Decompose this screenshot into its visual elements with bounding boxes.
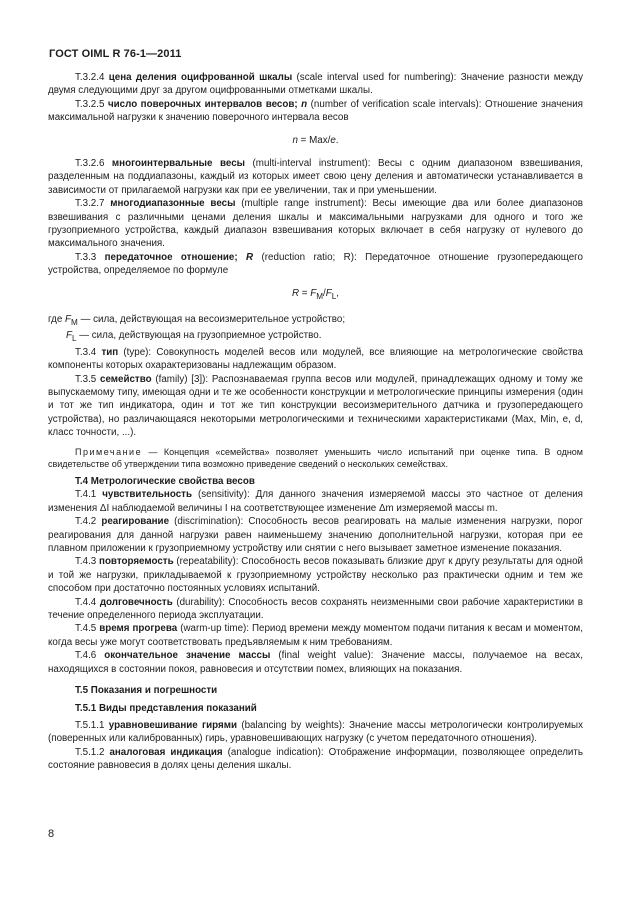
section-t5-heading: Т.5 Показания и погрешности: [75, 685, 218, 697]
clause-t3-2-5: Т.3.2.5 число поверочных интервалов весов; n (number of verification scale intervals): Отношение значения максимальной нагрузки к значению поверочного интервала весов: [48, 98, 583, 124]
clause-t4-2: Т.4.2 реагирование (discrimination): Способность весов реагировать на малые изменения нагрузки, порог реагирования для данной нагрузки равен наименьшему значению дополнительной нагрузки, которая при ее плавном приложении к грузоприемному устройству или снятии с него вызывает заметное изменение показания.: [48, 516, 583, 555]
document-header: ГОСТ OIML R 76-1—2011: [49, 48, 182, 60]
clause-t3-3: Т.3.3 передаточное отношение; R (reduction ratio; R): Передаточное отношение грузопередающего устройства, определяемое по формуле: [48, 251, 583, 277]
clause-t3-2-4: Т.3.2.4 цена деления оцифрованной шкалы (scale interval used for numbering): Значение разности между двумя следующими друг за другом оцифрованными отметками шкалы.: [48, 72, 583, 97]
document-body: [48, 71, 583, 773]
legend-fm: где $F_M$ — сила, действующая на весоизмерительное устройство;: [48, 314, 346, 327]
clause-t3-5: Т.3.5 семейство (family) [3]): Распознаваемая группа весов или модулей, принадлежащих одному и тому же выпускаемому типу, имеющая одни и те же особенности конструкции и метрологические принципы измерения (один и тот же тип индикатора, один и тот же тип конструкции весоизмерительного датчика и грузопередающего устройства), но различающаяся некоторыми метрологическими и техническими характеристиками (Max, Min, e, d, класс точности, ...).: [48, 373, 583, 439]
section-t5-1-heading: Т.5.1 Виды представления показаний: [75, 702, 257, 714]
page-number: 8: [48, 828, 55, 840]
formula-n: n = Max/e.: [292, 134, 339, 146]
clause-t3-2-6: Т.3.2.6 многоинтервальные весы (multi-interval instrument): Весы с одним диапазоном взвешивания, разделенным на поддиапазоны, каждый из которых имеет свою цену деления и автоматически устанавливается в зависимости от прилагаемой нагрузки как при ее увеличении, так и при уменьшении.: [48, 158, 583, 196]
clause-t4-1: Т.4.1 чувствительность (sensitivity): Для данного значения измеряемой массы это частное от деления изменения ΔI наблюдаемой величины I на соответствующее изменение Δm измеряемой массы m.: [48, 489, 583, 514]
clause-t5-1-2: Т.5.1.2 аналоговая индикация (analogue indication): Отображение информации, позволяющее определить состояние равновесия в долях цены деления шкалы.: [48, 746, 583, 772]
clause-t4-5: Т.4.5 время прогрева (warm-up time): Период времени между моментом подачи питания к весам и моментом, когда весы уже могут соответствовать предъявляемым к ним требованиям.: [48, 623, 583, 648]
section-t4-heading: Т.4 Метрологические свойства весов: [75, 476, 255, 488]
formula-r: $R = F_M/F_L$,: [291, 287, 340, 301]
clause-t4-6: Т.4.6 окончательное значение массы (final weight value): Значение массы, получаемое на весах, находящихся в состоянии покоя, равновесия и отсутствии помех, влияющих на показания.: [48, 650, 583, 675]
clause-t4-3: Т.4.3 повторяемость (repeatability): Способность весов показывать близкие друг к другу результаты для одной и той же нагрузки, прикладываемой к грузоприемному устройству несколько раз практически одним и тем же способом при достаточно постоянных условиях испытаний.: [48, 556, 583, 595]
clause-t4-4: Т.4.4 долговечность (durability): Способность весов сохранять неизменными свои рабочие характеристики в течение определенного периода эксплуатации.: [48, 596, 583, 622]
legend-fl: $F_L$ — сила, действующая на грузоприемное устройство.: [66, 330, 322, 344]
clause-t3-4: Т.3.4 тип (type): Совокупность моделей весов или модулей, все влияющие на метрологические свойства компоненты которых охарактеризованы надлежащим образом.: [48, 346, 583, 372]
clause-t3-2-7: Т.3.2.7 многодиапазонные весы (multiple range instrument): Весы имеющие два или более диапазонов взвешивания с различными ценами деления шкалы и максимальными нагрузками для одного и того же грузоприемного устройства, каждый диапазон взвешивания которых включает в себя нагрузку от нулевого до максимального значения.: [48, 198, 583, 250]
clause-t5-1-1: Т.5.1.1 уравновешивание гирями (balancing by weights): Значение массы метрологически контролируемых (поверенных или калиброванных) гирь, уравновешивающих нагрузку (с учетом передаточного отношения).: [48, 719, 583, 745]
note: Примечание — Концепция «семейства» позволяет уменьшить число испытаний при оценке типа. В одном свидетельстве об утверждении типа возможно приведение сведений о нескольких семействах.: [48, 446, 583, 469]
